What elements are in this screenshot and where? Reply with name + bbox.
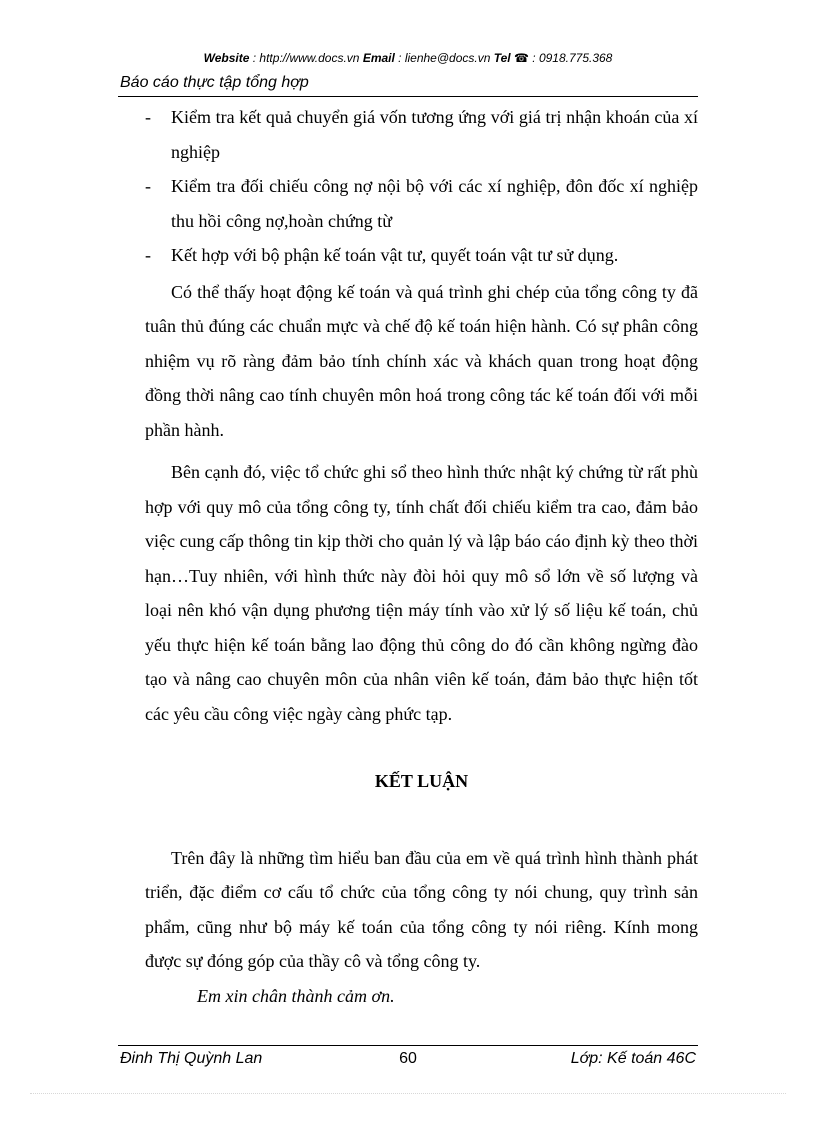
footer-author: Đinh Thị Quỳnh Lan bbox=[120, 1050, 263, 1067]
paragraph-assessment: Bên cạnh đó, việc tổ chức ghi sổ theo hình thức nhật ký chứng từ rất phù hợp với quy mô của tổng công ty, tính chất đối chiếu kiểm tra cao, đảm bảo việc cung cấp thông tin kịp thời cho quản lý và lập báo cáo định kỳ theo thời hạn…Tuy nhiên, với hình thức này đòi hỏi quy mô sổ lớn về số lượng và loại nên khó vận dụng phương tiện máy tính vào xử lý số liệu kế toán, chủ yếu thực hiện kế toán bằng lao động thủ công do đó cần không ngừng đào tạo và nâng cao chuyên môn của nhân viên kế toán, đảm bảo thực hiện tốt các yêu cầu công việc ngày càng phức tạp. bbox=[145, 462, 698, 724]
website-label: Website bbox=[203, 51, 250, 65]
conclusion-heading: KẾT LUẬN bbox=[374, 771, 469, 791]
bullet-item bbox=[145, 238, 698, 273]
report-title: Báo cáo thực tập tổng hợp bbox=[120, 74, 309, 91]
bullet-text: Kiểm tra đối chiếu công nợ nội bộ với các xí nghiệp, đôn đốc xí nghiệp thu hồi công nợ,hoàn chứng từ bbox=[171, 176, 698, 231]
tel-number: : 0918.775.368 bbox=[528, 51, 613, 65]
header-divider bbox=[118, 96, 698, 97]
page-bottom-border bbox=[30, 1093, 786, 1094]
page-number: 60 bbox=[399, 1050, 417, 1067]
document-body bbox=[145, 100, 698, 1013]
bullet-item bbox=[145, 100, 698, 169]
email-label: Email bbox=[362, 51, 395, 65]
bullet-item bbox=[145, 169, 698, 238]
website-url[interactable]: : http://www.docs.vn bbox=[249, 51, 363, 65]
bullet-text: Kết hợp với bộ phận kế toán vật tư, quyết toán vật tư sử dụng. bbox=[171, 245, 619, 265]
paragraph-summary: Có thể thấy hoạt động kế toán và quá trình ghi chép của tổng công ty đã tuân thủ đúng các chuẩn mực và chế độ kế toán hiện hành. Có sự phân công nhiệm vụ rõ ràng đảm bảo tính chính xác và khách quan trong hoạt động đồng thời nâng cao tính chuyên môn hoá trong công tác kế toán đối với mỗi phần hành. bbox=[145, 281, 698, 440]
phone-icon: ☎ bbox=[513, 51, 529, 65]
footer-class: Lớp: Kế toán 46C bbox=[570, 1050, 696, 1067]
paragraph-conclusion: Trên đây là những tìm hiểu ban đầu của em về quá trình hình thành phát triển, đặc điểm cơ cấu tổ chức của tổng công ty nói chung, quy trình sản phẩm, cũng như bộ máy kế toán của tổng công ty nói riêng. Kính mong được sự đóng góp của thầy cô và tổng công ty. bbox=[145, 847, 698, 971]
bullet-dash: - bbox=[145, 107, 151, 127]
bullet-text: Kiểm tra kết quả chuyển giá vốn tương ứng với giá trị nhận khoán của xí nghiệp bbox=[171, 107, 698, 162]
page-footer bbox=[120, 1050, 696, 1074]
email-address[interactable]: : lienhe@docs.vn bbox=[394, 51, 494, 65]
bullet-dash: - bbox=[145, 176, 151, 196]
thanks-line: Em xin chân thành cảm ơn. bbox=[197, 985, 395, 1006]
tel-label: Tel bbox=[493, 51, 511, 65]
footer-divider bbox=[118, 1045, 698, 1046]
bullet-dash: - bbox=[145, 245, 151, 265]
site-contact-line bbox=[0, 51, 816, 65]
